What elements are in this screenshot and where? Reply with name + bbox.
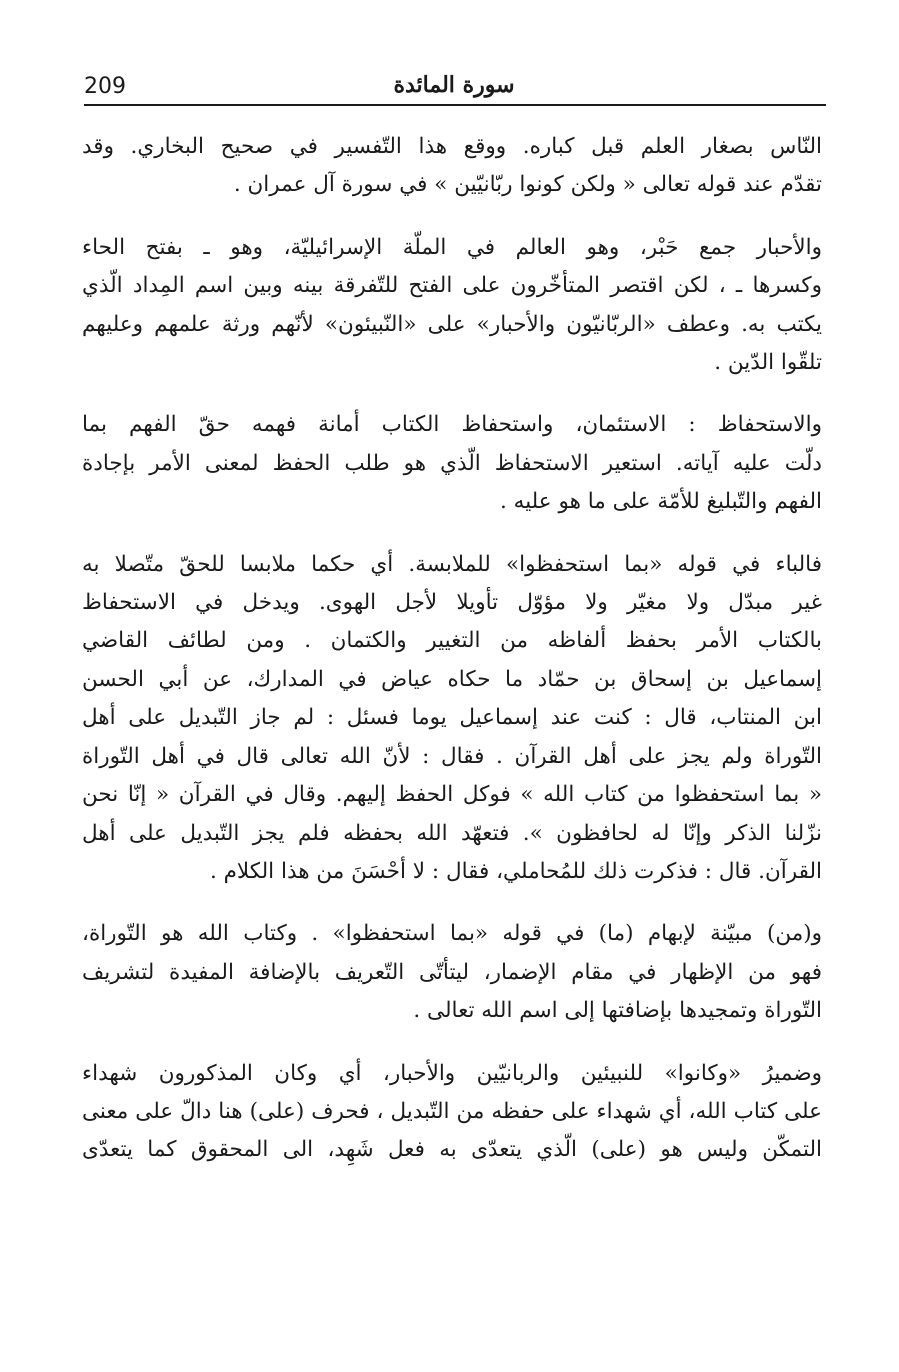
text-line: نزّلنا الذكر وإنّا له لحافظون ». فتعهّد الله بحفظه فلم يجز التّبديل على أهل: [82, 820, 822, 846]
text-line: التّوراة ولم يجز على أهل القرآن . فقال : لأنّ الله تعالى قال في أهل التّوراة: [82, 743, 822, 769]
text-line: فهو من الإظهار في مقام الإضمار، ليتأتّى التّعريف بالإضافة المفيدة لتشريف: [82, 959, 822, 985]
header-rule: [84, 104, 826, 106]
text-line: القرآن. قال : فذكرت ذلك للمُحاملي، فقال : لا أحْسَنَ من هذا الكلام .: [209, 858, 822, 884]
paragraph: [82, 128, 822, 205]
text-line: إسماعيل بن إسحاق بن حمّاد ما حكاه عياض في المدارك، عن أبي الحسن: [82, 666, 822, 692]
text-line: غير مبدّل ولا مغيّر ولا مؤوّل تأويلا لأجل الهوى. ويدخل في الاستحفاظ: [82, 590, 822, 616]
text-line: والأحبار جمع حَبْر، وهو العالم في الملّة الإسرائيليّة، وهو ـ بفتح الحاء: [82, 234, 822, 260]
paragraph: [82, 229, 822, 383]
text-line: « بما استحفظوا من كتاب الله » فوكل الحفظ إليهم. وقال في القرآن « إنّا نحن: [82, 782, 822, 808]
text-line: يكتب به. وعطف «الربّانيّون والأحبار» على «النّبيئون» لأنّهم ورثة علمهم وعليهم: [82, 311, 822, 337]
text-line: وكسرها ـ ، لكن اقتصر المتأخّرون على الفتح للتّفرقة بينه وبين اسم المِداد الّذي: [82, 273, 822, 299]
text-line: على كتاب الله، أي شهداء على حفظه من التّبديل ، فحرف (على) هنا دالّ على معنى: [82, 1098, 822, 1124]
text-line: تقدّم عند قوله تعالى « ولكن كونوا ربّانيّين » في سورة آل عمران .: [233, 172, 822, 198]
text-line: التّوراة وتمجيدها بإضافتها إلى اسم الله تعالى .: [413, 998, 822, 1024]
page-number: 209: [84, 74, 126, 99]
text-line: فالباء في قوله «بما استحفظوا» للملابسة. أي حكما ملابسا للحقّ متّصلا به: [82, 551, 822, 577]
text-line: و(من) مبيّنة لإبهام (ما) في قوله «بما استحفظوا» . وكتاب الله هو التّوراة،: [82, 921, 822, 947]
paragraph: [82, 915, 822, 1030]
body-text: [82, 128, 822, 1194]
text-line: دلّت عليه آياته. استعير الاستحفاظ الّذي هو طلب الحفظ لمعنى الأمر بإجادة: [82, 450, 822, 476]
text-line: التمكّن وليس هو (على) الّذي يتعدّى به فعل شَهِد، الى المحقوق كما يتعدّى: [82, 1137, 822, 1163]
paragraph: [82, 546, 822, 892]
paragraph: [82, 406, 822, 521]
running-title: سورة المائدة: [393, 72, 515, 98]
text-line: النّاس بصغار العلم قبل كباره. ووقع هذا التّفسير في صحيح البخاري. وقد: [82, 134, 822, 159]
text-line: ابن المنتاب، قال : كنت عند إسماعيل يوما فسئل : لم جاز التّبديل على أهل: [82, 705, 822, 731]
text-line: والاستحفاظ : الاستئمان، واستحفاظ الكتاب أمانة فهمه حقّ الفهم بما: [82, 412, 822, 438]
page-header: [84, 72, 824, 104]
text-line: وضميرُ «وكانوا» للنبيئين والربانيّين والأحبار، أي وكان المذكورون شهداء: [82, 1060, 822, 1086]
text-line: الفهم والتّبليغ للأمّة على ما هو عليه .: [500, 489, 822, 515]
text-line: تلقّوا الدّين .: [714, 350, 822, 376]
text-line: بالكتاب الأمر بحفظ ألفاظه من التغيير والكتمان . ومن لطائف القاضي: [82, 628, 822, 654]
paragraph: [82, 1055, 822, 1170]
